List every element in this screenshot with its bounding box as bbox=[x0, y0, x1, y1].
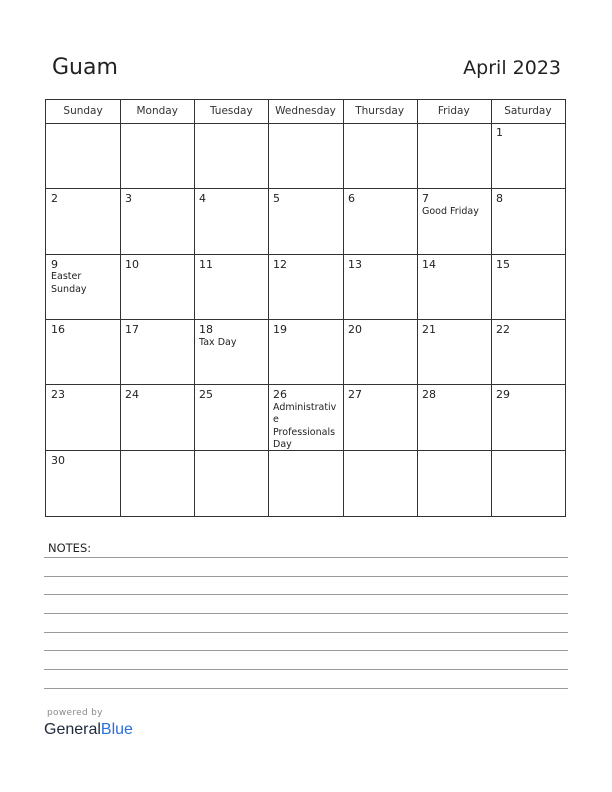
month-year-title: April 2023 bbox=[463, 57, 561, 79]
day-number: 7 bbox=[422, 192, 429, 205]
day-number: 23 bbox=[51, 388, 65, 401]
grid-divider bbox=[46, 188, 565, 189]
day-number: 9 bbox=[51, 258, 58, 271]
region-title: Guam bbox=[52, 55, 118, 80]
day-number: 8 bbox=[496, 192, 503, 205]
holiday-label: e bbox=[273, 414, 279, 425]
holiday-label: Day bbox=[273, 439, 292, 450]
day-number: 10 bbox=[125, 258, 139, 271]
note-line bbox=[44, 669, 568, 670]
holiday-label: Easter bbox=[51, 271, 82, 282]
note-line bbox=[44, 613, 568, 614]
day-number: 3 bbox=[125, 192, 132, 205]
note-line bbox=[44, 650, 568, 651]
day-number: 29 bbox=[496, 388, 510, 401]
holiday-label: Tax Day bbox=[199, 337, 237, 348]
day-number: 1 bbox=[496, 126, 503, 139]
holiday-label: Professionals bbox=[273, 427, 336, 438]
brand-name-part: Blue bbox=[100, 721, 133, 738]
note-line bbox=[44, 594, 568, 595]
day-number: 30 bbox=[51, 454, 65, 467]
day-number: 26 bbox=[273, 388, 287, 401]
holiday-label: Sunday bbox=[51, 284, 87, 295]
grid-divider bbox=[491, 100, 492, 516]
brand-name-part: General bbox=[44, 721, 101, 738]
day-number: 19 bbox=[273, 323, 287, 336]
day-number: 27 bbox=[348, 388, 362, 401]
weekday-tuesday: Tuesday bbox=[209, 105, 253, 117]
holiday-label: Good Friday bbox=[422, 206, 479, 217]
weekday-saturday: Saturday bbox=[504, 105, 552, 117]
day-number: 4 bbox=[199, 192, 206, 205]
grid-divider bbox=[46, 254, 565, 255]
grid-divider bbox=[194, 100, 195, 516]
day-number: 11 bbox=[199, 258, 213, 271]
day-number: 17 bbox=[125, 323, 139, 336]
weekday-wednesday: Wednesday bbox=[275, 105, 336, 117]
holiday-label: Administrativ bbox=[273, 402, 337, 413]
weekday-sunday: Sunday bbox=[63, 105, 103, 117]
grid-divider bbox=[417, 100, 418, 516]
note-line bbox=[44, 576, 568, 577]
day-number: 21 bbox=[422, 323, 436, 336]
note-line bbox=[44, 688, 568, 689]
weekday-header bbox=[46, 100, 565, 124]
note-line bbox=[44, 632, 568, 633]
day-number: 12 bbox=[273, 258, 287, 271]
day-number: 15 bbox=[496, 258, 510, 271]
powered-by-text: powered by bbox=[47, 708, 103, 718]
day-number: 13 bbox=[348, 258, 362, 271]
day-number: 6 bbox=[348, 192, 355, 205]
grid-divider bbox=[268, 100, 269, 516]
day-number: 18 bbox=[199, 323, 213, 336]
weekday-thursday: Thursday bbox=[355, 105, 405, 117]
weekday-monday: Monday bbox=[136, 105, 178, 117]
day-number: 5 bbox=[273, 192, 280, 205]
grid-divider bbox=[46, 450, 565, 451]
calendar-grid bbox=[45, 99, 566, 517]
grid-divider bbox=[343, 100, 344, 516]
day-number: 14 bbox=[422, 258, 436, 271]
grid-divider bbox=[46, 319, 565, 320]
day-number: 22 bbox=[496, 323, 510, 336]
brand-logo bbox=[44, 721, 133, 739]
day-number: 25 bbox=[199, 388, 213, 401]
notes-label: NOTES: bbox=[48, 541, 92, 555]
grid-divider bbox=[120, 100, 121, 516]
day-number: 16 bbox=[51, 323, 65, 336]
day-number: 24 bbox=[125, 388, 139, 401]
day-number: 2 bbox=[51, 192, 58, 205]
weekday-friday: Friday bbox=[437, 105, 470, 117]
day-number: 20 bbox=[348, 323, 362, 336]
note-line bbox=[44, 557, 568, 558]
grid-divider bbox=[46, 384, 565, 385]
day-number: 28 bbox=[422, 388, 436, 401]
